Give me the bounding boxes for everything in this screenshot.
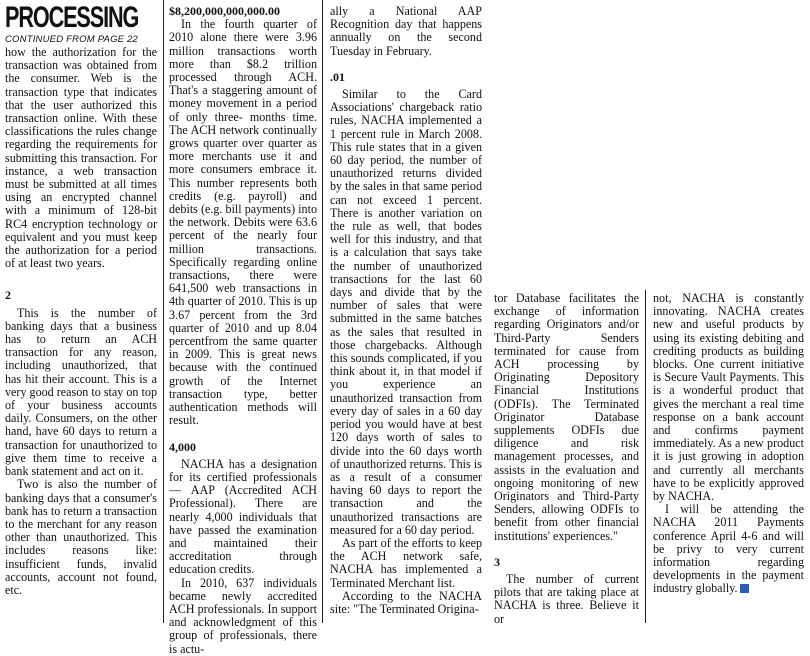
paragraph: ally a National AAP Recognition day that happens annually on the second Tuesday in February.: [330, 4, 482, 58]
article-column-1: [5, 46, 157, 597]
article-column-3: [330, 5, 482, 616]
paragraph: how the authorization for the transaction was obtained from the consumer. Web is the transaction type that indicates that the user authorized this transaction online. With these classifications the rules change regarding the requirements for submitting this transaction. For instance, a web transaction must be submitted at all times using an encrypted channel with a minimum of 128-bit RC4 encryption technology or equivalent and you must keep the authorization for a period of at least two years.: [5, 45, 157, 271]
paragraph-text: I will be attending the NACHA 2011 Payments conference April 4-6 and will be privy to very current information regarding developments in the payment industry globally.: [653, 502, 804, 596]
continued-from-line: CONTINUED FROM PAGE 22: [5, 34, 139, 45]
article-column-4: [494, 292, 639, 626]
paragraph: In 2010, 637 individuals became newly accredited ACH professionals. In support and acknowledgment of this group of professionals, there is actu-: [169, 575, 317, 656]
column-rule-1: [163, 0, 164, 623]
paragraph: As part of the efforts to keep the ACH network safe, NACHA has implemented a Terminated Merchant list.: [330, 535, 482, 590]
paragraph: [653, 503, 804, 595]
paragraph: The number of current pilots that are taking place at NACHA is three. Believe it or: [494, 572, 639, 626]
column-rule-2: [322, 0, 323, 623]
paragraph: tor Database facilitates the exchange of information regarding Originators and/or Third-Party Senders terminated for cause from ACH processing by Originating Depository Financial Institutions (ODFIs). The Terminated Originator Database supplements ODFIs due diligence and risk management processes, and assists in the evaluation and ongoing monitoring of new Originators and Third-Party Senders, allowing ODFIs to benefit from other financial institutions' experiences.": [494, 291, 639, 543]
end-of-article-icon: [740, 584, 749, 593]
column-rule-3: [645, 290, 646, 623]
section-heading: 3: [494, 554, 500, 569]
paragraph: Two is also the number of banking days that a consumer's bank has to return a transaction to the merchant for any reason other than unauthorized. This includes reasons like: insufficient funds, invalid accounts, account not found, etc.: [5, 477, 157, 597]
article-column-2: [169, 5, 317, 656]
section-heading: .01: [330, 69, 345, 84]
section-heading: 2: [5, 288, 11, 303]
paragraph: In the fourth quarter of 2010 alone there were 3.96 million transactions worth more than $8.2 trillion processed through ACH. That's a staggering amount of money movement in a period of only three- months time. The ACH network continually grows quarter over quarter as more merchants use it and more consumers embrace it. This number represents both credits (e.g. payroll) and debits (e.g. bill payments) into the network. Debits were 63.6 percent of the nearly four million transactions. Specifically regarding online transactions, there were 641,500 web transactions in 4th quarter of 2010. This is up 3.67 percent from the 3rd quarter of 2010 and up 8.04 percentfrom the same quarter in 2009. This is great news because with the continued growth of the Internet transaction type, better authentication methods will result.: [169, 17, 317, 428]
article-column-5: [653, 292, 804, 596]
paragraph: This is the number of banking days that a business has to return an ACH transaction for any reason, including unauthorized, that has hit their account. This is a very good reason to stay on top of your business accounts daily. Consumers, on the other hand, have 60 days to return a transaction for unauthorized to give them time to receive a bank statement and act on it.: [5, 305, 157, 479]
paragraph: According to the NACHA site: "The Terminated Origina-: [330, 588, 482, 616]
section-heading: 4,000: [169, 439, 196, 454]
paragraph: not, NACHA is constantly innovating. NACHA creates new and useful products by using its existing debiting and crediting products as building blocks. One current initiative is Secure Vault Payments. This is a wonderful product that gives the merchant a real time response on a bank account and confirms payment immediately. As a new product it is just growing in adoption and currently all merchants have to be explicitly approved by NACHA.: [653, 291, 804, 504]
section-heading: $8,200,000,000,000.00: [169, 4, 280, 18]
paragraph: Similar to the Card Associations' chargeback ratio rules, NACHA implemented a 1 percent rule in March 2008. This rule states that in a given 60 day period, the number of unauthorized returns divided by the sales in that same period can not exceed 1 percent. There is another variation on the rule as well, that bodes well for this industry, and that is a calculation that says take the number of unauthorized transactions for the last 60 days and divide that by the number of sales that were submitted in the same batches as the sales that resulted in those chargebacks. Although this sounds complicated, if you think about it, in that model if you experience an unauthorized transaction from every day of sales in a 60 day period you would have at best 120 days worth of sales to divide into the 60 days worth of unauthorized returns. This is as a result of a consumer having 60 days to report the transaction and the unauthorized transactions are measured for a 60 day period.: [330, 87, 482, 537]
paragraph: NACHA has a designation for its certified professionals — AAP (Accredited ACH Professional). There are nearly 4,000 individuals that have passed the examination and maintained their accreditation through education credits.: [169, 456, 317, 577]
section-title: PROCESSING: [5, 1, 139, 34]
